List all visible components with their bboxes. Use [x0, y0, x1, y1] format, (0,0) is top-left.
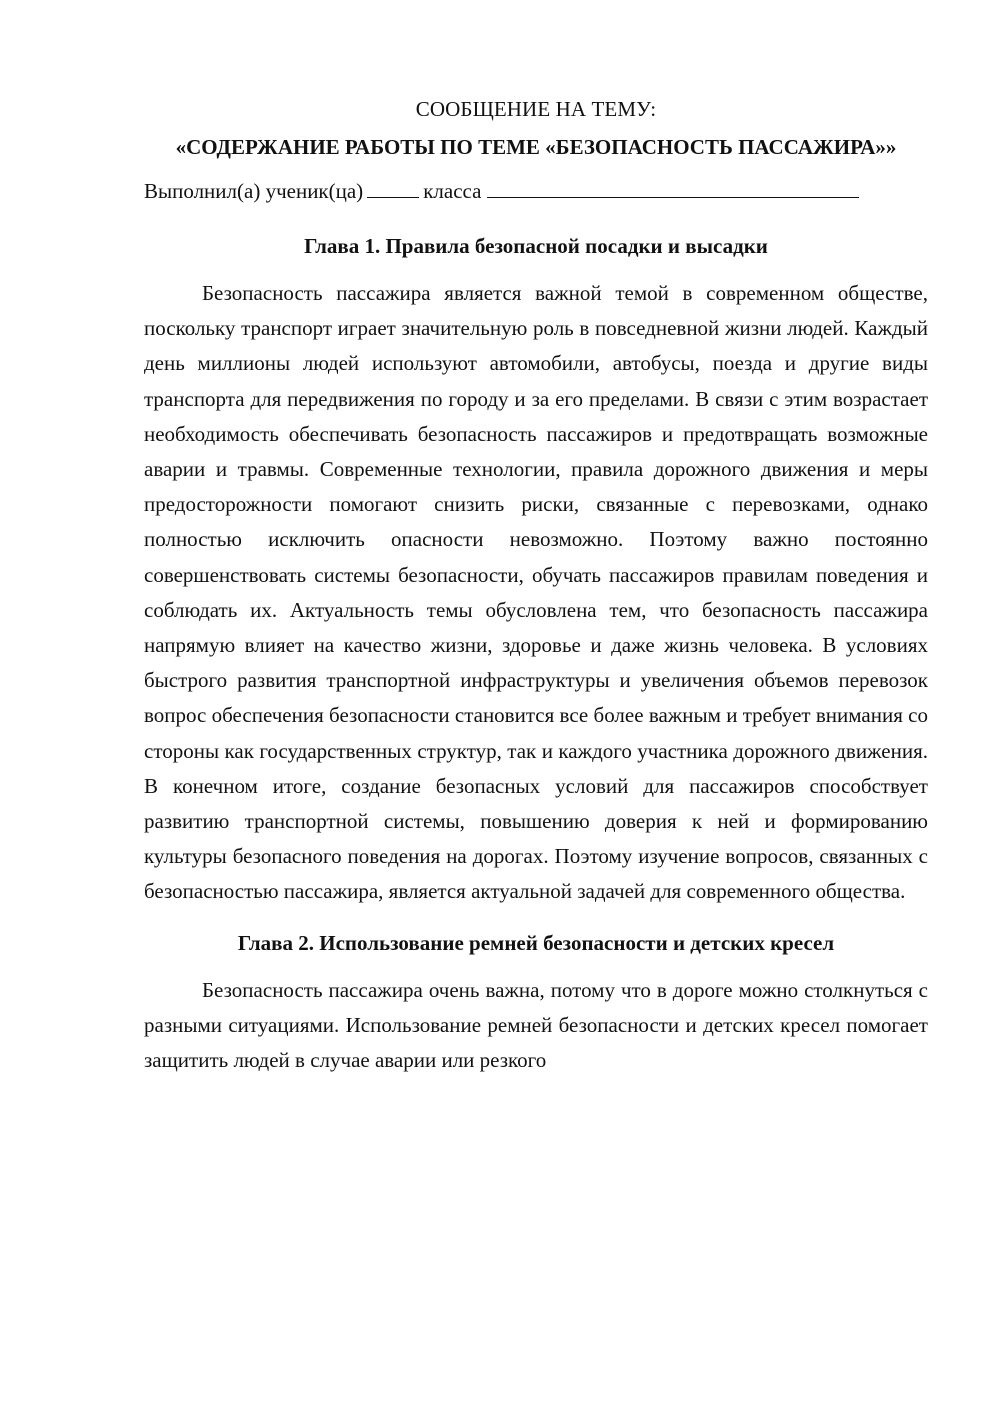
author-prefix: Выполнил(а) ученик(ца) — [144, 179, 364, 203]
document-page — [144, 92, 928, 1078]
author-class-word: класса — [423, 179, 482, 203]
author-line — [144, 174, 928, 209]
document-subtitle: СООБЩЕНИЕ НА ТЕМУ: — [415, 97, 657, 121]
document-title: «СОДЕРЖАНИЕ РАБОТЫ ПО ТЕМЕ «БЕЗОПАСНОСТЬ ПАССАЖИРА»» — [175, 135, 897, 159]
chapter2-heading: Глава 2. Использование ремней безопасности и детских кресел — [237, 930, 835, 955]
class-blank — [367, 175, 419, 198]
name-blank — [487, 175, 859, 198]
chapter1-paragraph: Безопасность пассажира является важной темой в современном обществе, поскольку транспорт играет значительную роль в повседневной жизни людей. Каждый день миллионы людей используют автомобили, автобусы, поезда и другие виды транспорта для передвижения по городу и за его пределами. В связи с этим возрастает необходимость обеспечивать безопасность пассажиров и предотвращать возможные аварии и травмы. Современные технологии, правила дорожного движения и меры предосторожности помогают снизить риски, связанные с перевозками, однако полностью исключить опасности невозможно. Поэтому важно постоянно совершенствовать системы безопасности, обучать пассажиров правилам поведения и соблюдать их. Актуальность темы обусловлена тем, что безопасность пассажира напрямую влияет на качество жизни, здоровье и даже жизнь человека. В условиях быстрого развития транспортной инфраструктуры и увеличения объемов перевозок вопрос обеспечения безопасности становится все более важным и требует внимания со стороны как государственных структур, так и каждого участника дорожного движения. В конечном итоге, создание безопасных условий для пассажиров способствует развитию транспортной системы, повышению доверия к ней и формированию культуры безопасного поведения на дорогах. Поэтому изучение вопросов, связанных с безопасностью пассажира, является актуальной задачей для современного общества. — [144, 281, 928, 904]
chapter1-heading: Глава 1. Правила безопасной посадки и высадки — [304, 234, 768, 258]
chapter2-paragraph: Безопасность пассажира очень важна, потому что в дороге можно столкнуться с разными ситуациями. Использование ремней безопасности и детских кресел помогает защитить людей в случае аварии или резкого — [144, 977, 928, 1073]
